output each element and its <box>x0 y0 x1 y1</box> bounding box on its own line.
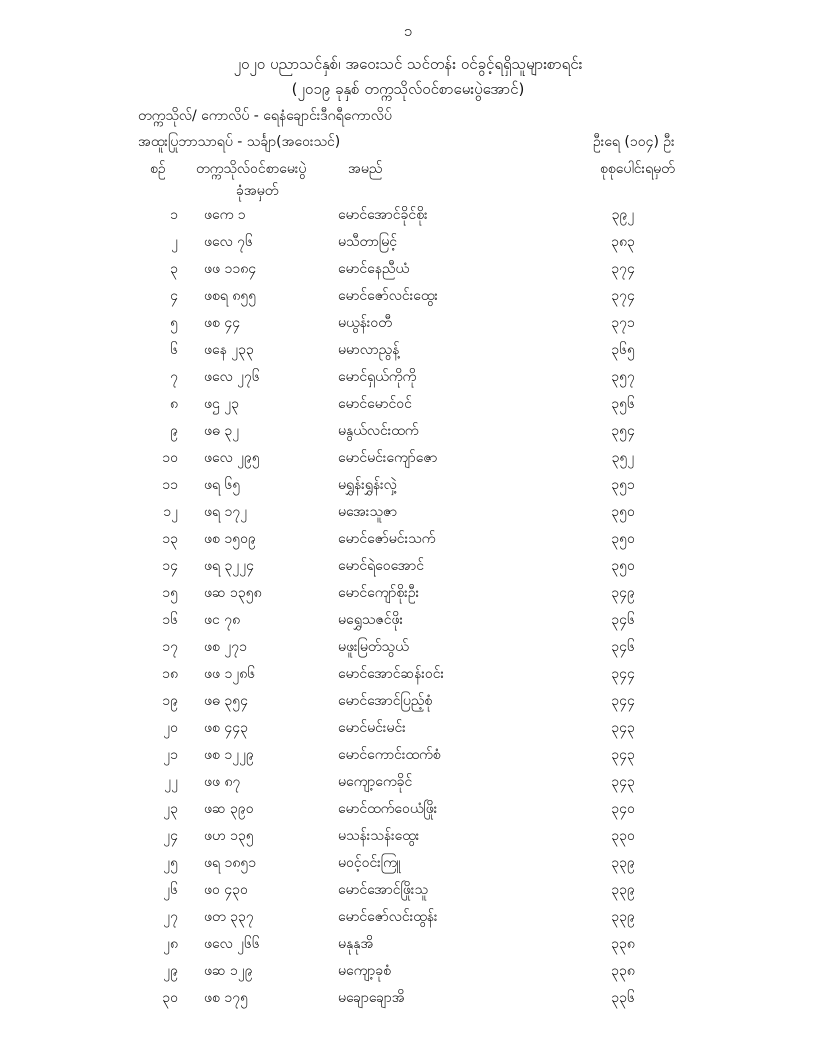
major-line: အထူးပြုဘာသာရပ် - သင်္ချာ(အဝေးသင်) <box>138 134 341 150</box>
row-number: ၁၇ <box>162 639 178 655</box>
student-name: မောင်အောင်ဖြိုးသူ <box>338 882 428 898</box>
row-number: ၂၇ <box>163 909 178 925</box>
roll-number: ဖတ ၃၃၇ <box>204 909 254 925</box>
header-roll-line2: ခုံအမှတ် <box>236 183 279 199</box>
total-score: ၃၃၉ <box>611 855 635 871</box>
row-number: ၂၁ <box>163 747 178 763</box>
roll-number: ဖဌ ၂၃ <box>204 396 239 412</box>
roll-number: ဖနေ ၂၃၃ <box>204 342 254 358</box>
row-number: ၁၄ <box>162 558 178 574</box>
total-score: ၃၅၀ <box>611 504 635 520</box>
header-no: စဉ် <box>150 161 166 177</box>
student-name: မအေးသူဇာ <box>338 504 398 520</box>
roll-number: ဖစ ၁၂၂၉ <box>204 747 254 763</box>
row-number: ၈ <box>170 396 178 412</box>
student-name: မောင်ရှယ်ကိုကို <box>338 369 417 385</box>
header-roll-line1: တက္ကသိုလ်ဝင်စာမေးပွဲ <box>196 161 307 177</box>
student-name: မောင်ဇော်လင်းထွန်း <box>338 909 438 925</box>
table-row <box>0 502 816 529</box>
roll-number: ဖလေ ၂၇၆ <box>204 369 260 385</box>
total-score: ၃၄၃ <box>611 720 635 736</box>
table-row <box>0 340 816 367</box>
header-name: အမည် <box>348 161 383 177</box>
row-number: ၇ <box>170 369 178 385</box>
page-number: ၁ <box>403 22 413 40</box>
total-score: ၃၅၆ <box>611 396 635 412</box>
table-row <box>0 799 816 826</box>
student-name: မောင်ထက်ဝေယံဖြိုး <box>338 801 438 817</box>
row-number: ၃၀ <box>162 990 178 1006</box>
roll-number: ဖလေ ၂၆၆ <box>204 936 260 952</box>
row-number: ၄ <box>170 288 178 304</box>
roll-number: ဖစ ၄၄ <box>204 315 241 331</box>
row-number: ၂၉ <box>163 963 178 979</box>
row-number: ၂၀ <box>163 720 178 736</box>
total-score: ၃၅၁ <box>611 477 635 493</box>
row-number: ၂၆ <box>163 882 178 898</box>
total-score: ၃၃၉ <box>611 882 635 898</box>
row-number: ၆ <box>170 342 178 358</box>
roll-number: ဖရ ၁၇၂ <box>204 504 248 520</box>
student-name: မောင်မောင်ဝင် <box>338 396 412 412</box>
total-score: ၃၅၂ <box>611 450 635 466</box>
row-number: ၂ <box>171 234 178 250</box>
total-score: ၃၄၉ <box>611 585 635 601</box>
roll-number: ဖလေ ၂၉၅ <box>204 450 260 466</box>
total-score: ၃၆၅ <box>611 342 635 358</box>
roll-number: ဖဓ ၃၅၄ <box>204 693 248 709</box>
student-name: မောင်နေညီယံ <box>338 261 410 277</box>
row-number: ၁၆ <box>162 612 178 628</box>
roll-number: ဖစရ ၈၅၅ <box>204 288 257 304</box>
roll-number: ဖဟ ၁၃၅ <box>204 828 254 844</box>
roll-number: ဖရ ၁၈၅၁ <box>204 855 257 871</box>
row-number: ၁၂ <box>163 504 178 520</box>
roll-number: ဖစ ၁၅၀၉ <box>204 531 256 547</box>
table-row <box>0 880 816 907</box>
row-number: ၁ <box>170 207 178 223</box>
document-title: ၂၀၂၀ ပညာသင်နှစ်၊ အဝေးသင် သင်တန်း ဝင်ခွင့်ရရှိသူများစာရင်း <box>233 55 583 73</box>
student-name: မောင်ကျော်စိုးဦး <box>338 585 420 601</box>
table-row <box>0 664 816 691</box>
total-score: ၃၃၉ <box>611 909 635 925</box>
table-row <box>0 610 816 637</box>
roll-number: ဖရ ၃၂၂၄ <box>204 558 254 574</box>
results-table <box>0 205 816 1015</box>
total-score: ၃၄၀ <box>611 801 635 817</box>
table-row <box>0 529 816 556</box>
student-name: မောင်မင်းမင်း <box>338 720 406 736</box>
student-name: မောင်ဇော်မင်းသက် <box>338 531 436 547</box>
row-number: ၂၄ <box>163 828 178 844</box>
roll-number: ဖဖ ၁၂၈၆ <box>204 666 256 682</box>
student-name: မနွယ်လင်းထက် <box>338 423 419 439</box>
roll-number: ဖဖ ၈၇ <box>204 774 241 790</box>
table-row <box>0 691 816 718</box>
student-name: မချောချောအိ <box>338 990 405 1006</box>
roll-number: ဖရ ၆၅ <box>204 477 241 493</box>
total-score: ၃၄၆ <box>611 639 635 655</box>
row-number: ၂၂ <box>164 774 178 790</box>
total-score: ၃၈၃ <box>611 234 635 250</box>
table-row <box>0 556 816 583</box>
total-count: ဦးရေ (၁၀၄) ဦး <box>593 134 675 150</box>
total-score: ၃၄၃ <box>611 774 635 790</box>
total-score: ၃၃၈ <box>611 963 635 979</box>
row-number: ၁၃ <box>162 531 178 547</box>
student-name: မောင်အောင်ပြည့်စုံ <box>338 693 433 709</box>
roll-number: ဖလေ ၇၆ <box>204 234 253 250</box>
roll-number: ဖစ ၁၇၅ <box>204 990 248 1006</box>
table-row <box>0 745 816 772</box>
total-score: ၃၅၀ <box>611 558 635 574</box>
row-number: ၂၅ <box>163 855 178 871</box>
table-row <box>0 853 816 880</box>
total-score: ၃၅၀ <box>611 531 635 547</box>
roll-number: ဖဓ ၃၂ <box>204 423 240 439</box>
table-row <box>0 961 816 988</box>
total-score: ၃၃၈ <box>611 936 635 952</box>
table-row <box>0 772 816 799</box>
roll-number: ဖစ ၄၄၃ <box>204 720 248 736</box>
header-score: စုစုပေါင်းရမှတ် <box>600 161 675 177</box>
row-number: ၁၅ <box>162 585 178 601</box>
row-number: ၉ <box>170 423 178 439</box>
student-name: မောင်မင်းကျော်ဇော <box>338 450 438 466</box>
roll-number: ဖဆ ၁၂၉ <box>204 963 253 979</box>
roll-number: ဖဝ ၄၃၀ <box>204 882 248 898</box>
student-name: မောင်အောင်ခိုင်စိုး <box>338 207 428 223</box>
table-row <box>0 421 816 448</box>
student-name: မောင်ရဲဝေအောင် <box>338 558 425 574</box>
student-name: မကျော့ကေခိုင် <box>338 774 413 790</box>
student-name: မမာလာညွန့် <box>338 342 400 358</box>
total-score: ၃၇၄ <box>611 261 635 277</box>
student-name: မောင်အောင်ဆန်းဝင်း <box>338 666 445 682</box>
roll-number: ဖဆ ၃၉၀ <box>204 801 254 817</box>
student-name: မကျော့ခုစံ <box>338 963 392 979</box>
student-name: မရွှေသဇင်ဖိုး <box>338 612 404 628</box>
student-name: မောင်ဇော်လင်းထွေး <box>338 288 438 304</box>
total-score: ၃၅၇ <box>611 369 635 385</box>
document-subtitle: (၂၀၁၉ ခုနှစ် တက္ကသိုလ်ဝင်စာမေးပွဲအောင်) <box>291 80 525 98</box>
table-row <box>0 205 816 232</box>
table-row <box>0 367 816 394</box>
student-name: မဖူးမြတ်သွယ် <box>338 639 409 655</box>
row-number: ၁၀ <box>162 450 178 466</box>
table-row <box>0 475 816 502</box>
student-name: မနုနုအိ <box>338 936 374 952</box>
row-number: ၁၉ <box>162 693 178 709</box>
total-score: ၃၄၃ <box>611 747 635 763</box>
table-row <box>0 907 816 934</box>
row-number: ၅ <box>170 315 178 331</box>
row-number: ၃ <box>170 261 178 277</box>
row-number: ၂၃ <box>163 801 178 817</box>
roll-number: ဖင ၇၈ <box>204 612 241 628</box>
table-row <box>0 232 816 259</box>
total-score: ၃၉၂ <box>611 207 635 223</box>
table-row <box>0 583 816 610</box>
table-row <box>0 394 816 421</box>
total-score: ၃၇၁ <box>611 315 635 331</box>
total-score: ၃၄၆ <box>611 612 635 628</box>
table-row <box>0 826 816 853</box>
student-name: မသန်းသန်းထွေး <box>338 828 420 844</box>
table-row <box>0 934 816 961</box>
header-roll <box>196 158 336 202</box>
total-score: ၃၃၆ <box>611 990 635 1006</box>
table-row <box>0 286 816 313</box>
row-number: ၁၈ <box>162 666 178 682</box>
row-number: ၁၁ <box>162 477 178 493</box>
table-row <box>0 988 816 1015</box>
university-line: တက္ကသိုလ်/ ကောလိပ် - ရေနံချောင်းဒီဂရီကောလိပ် <box>138 108 392 124</box>
student-name: မောင်ကောင်းထက်စံ <box>338 747 441 763</box>
table-row <box>0 313 816 340</box>
total-score: ၃၄၄ <box>611 693 635 709</box>
student-name: မယွန်းဝတီ <box>338 315 392 331</box>
table-row <box>0 259 816 286</box>
roll-number: ဖဆ ၁၃၅၈ <box>204 585 262 601</box>
total-score: ၃၅၄ <box>611 423 635 439</box>
roll-number: ဖဖ ၁၁၈၄ <box>204 261 257 277</box>
roll-number: ဖကေ ၁ <box>204 207 246 223</box>
table-row <box>0 637 816 664</box>
student-name: မသီတာမြင့် <box>338 234 398 250</box>
row-number: ၂၈ <box>163 936 178 952</box>
total-score: ၃၇၄ <box>611 288 635 304</box>
total-score: ၃၃၀ <box>611 828 635 844</box>
table-row <box>0 718 816 745</box>
student-name: မဝင့်ဝင်းကြူ <box>338 855 401 871</box>
student-name: မရွှန်းရွှန်းလှဲ့ <box>338 477 397 493</box>
total-score: ၃၄၄ <box>611 666 635 682</box>
table-row <box>0 448 816 475</box>
roll-number: ဖစ ၂၇၁ <box>204 639 247 655</box>
